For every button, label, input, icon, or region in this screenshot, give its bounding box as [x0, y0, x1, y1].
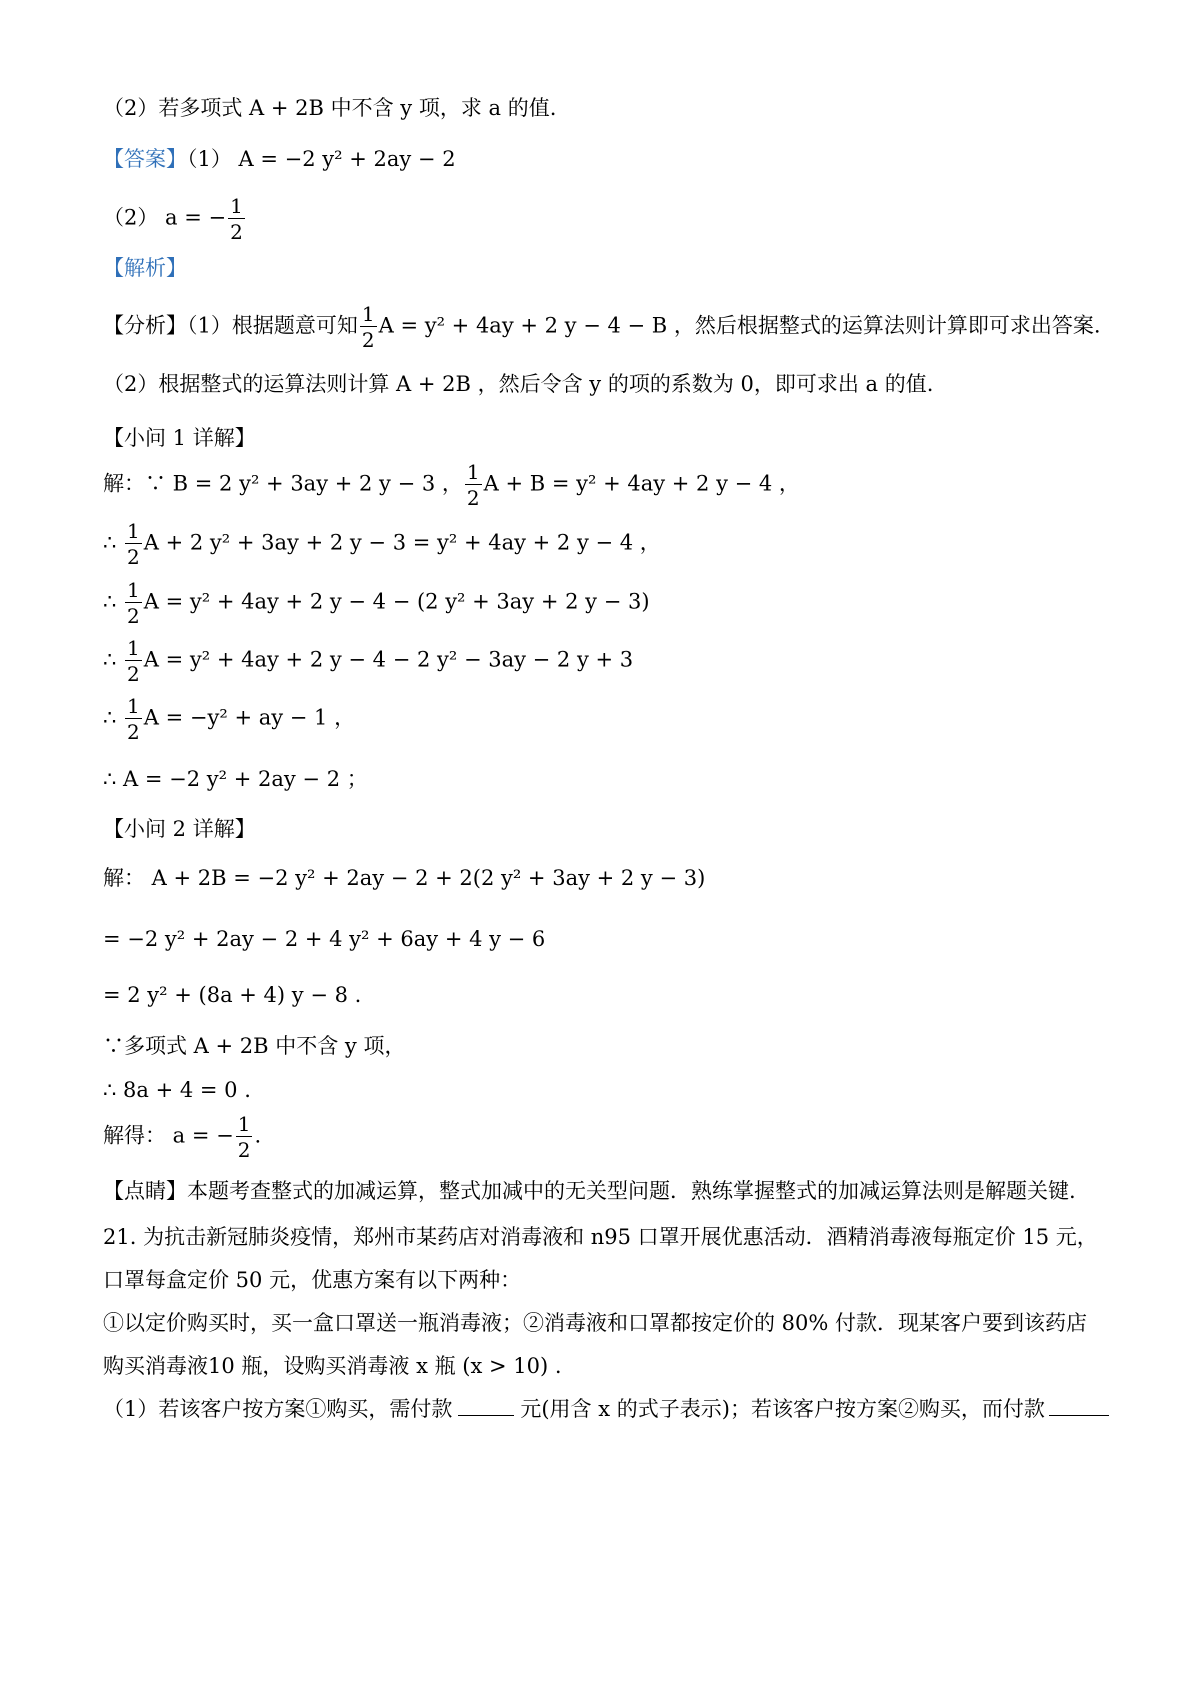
fraction-half: $\frac{1}{2}$ [127, 636, 140, 686]
problem-21-line-1: 21. 为抗击新冠肺炎疫情，郑州市某药店对消毒液和 n95 口罩开展优惠活动．酒精消毒液每瓶定价 15 元， [103, 1225, 1098, 1249]
analysis-tag: 【解析】 [103, 256, 187, 280]
solution-1-step-3: ∴ $\frac{1}{2}$ A = y² + 4ay + 2 y − 4 − (2 y² + 3ay + 2 y − 3) [103, 578, 650, 628]
fraction-half: $\frac{1}{2}$ [127, 578, 140, 628]
solution-1-step-5: ∴ $\frac{1}{2}$ A = −y² + ay − 1 ， [103, 694, 356, 744]
answer-blank [458, 1395, 514, 1416]
problem-21-part-1 [103, 1395, 1109, 1423]
solution-1-step-2: ∴ $\frac{1}{2}$ A + 2 y² + 3ay + 2 y − 3 = y² + 4ay + 2 y − 4 ， [103, 519, 661, 569]
sub-question-1-heading: 【小问 1 详解】 [103, 426, 256, 450]
analysis-line-2: （2）根据整式的运算法则计算 A + 2B ，然后令含 y 的项的系数为 0，即可求出 a 的值. [103, 372, 934, 396]
solution-2-step-5: ∴ 8a + 4 = 0 . [103, 1078, 251, 1102]
remark-tag: 【点睛】 [103, 1179, 187, 1203]
fraction-half: $\frac{1}{2}$ [237, 1112, 251, 1162]
analysis-1-prefix: 【分析】（1）根据题意可知 [103, 313, 358, 338]
sub-question-2-heading: 【小问 2 详解】 [103, 817, 256, 841]
fraction-half: $\frac{1}{2}$ [127, 519, 140, 569]
answer-line-2 [103, 196, 247, 242]
analysis-line-1 [103, 304, 1101, 350]
remark-line [103, 1177, 1076, 1205]
part-1-middle: 元(用含 x 的式子表示)；若该客户按方案②购买，而付款 [520, 1397, 1045, 1421]
problem-21-line-2: 口罩每盒定价 50 元，优惠方案有以下两种： [103, 1268, 522, 1292]
fraction-half: $\frac{1}{2}$ [127, 694, 140, 744]
answer-2-text: （2） a = − [103, 205, 227, 230]
solution-2-step-2: = −2 y² + 2ay − 2 + 4 y² + 6ay + 4 y − 6 [103, 927, 546, 951]
solution-2-step-3: = 2 y² + (8a + 4) y − 8 . [103, 983, 362, 1007]
step-5-text: A = −y² + ay − 1 ， [143, 705, 356, 730]
problem-21-line-4: 购买消毒液10 瓶，设购买消毒液 x 瓶 (x > 10) . [103, 1354, 562, 1378]
remark-text: 本题考查整式的加减运算，整式加减中的无关型问题．熟练掌握整式的加减运算法则是解题关键. [187, 1179, 1076, 1203]
answer-blank [1049, 1395, 1109, 1416]
result-prefix: 解得： a = − [103, 1123, 234, 1148]
step-2-text: A + 2 y² + 3ay + 2 y − 3 = y² + 4ay + 2 y − 4 ， [143, 530, 661, 555]
solution-2-step-1: 解： A + 2B = −2 y² + 2ay − 2 + 2(2 y² + 3ay + 2 y − 3) [103, 866, 706, 890]
fraction-half: $\frac{1}{2}$ [361, 302, 375, 352]
fraction-half: $\frac{1}{2}$ [230, 194, 243, 244]
part-1-prefix: （1）若该客户按方案①购买，需付款 [103, 1397, 453, 1421]
step-1-suffix: A + B = y² + 4ay + 2 y − 4 ， [483, 471, 800, 496]
question-part-2: （2）若多项式 A + 2B 中不含 y 项，求 a 的值. [103, 96, 557, 120]
answer-line-1 [103, 145, 456, 173]
solution-1-step-4: ∴ $\frac{1}{2}$ A = y² + 4ay + 2 y − 4 − 2 y² − 3ay − 2 y + 3 [103, 636, 634, 686]
step-3-text: A = y² + 4ay + 2 y − 4 − (2 y² + 3ay + 2 y − 3) [143, 589, 650, 614]
solution-1-step-1 [103, 462, 800, 508]
analysis-1-suffix: A = y² + 4ay + 2 y − 4 − B ，然后根据整式的运算法则计算即可求出答案. [378, 313, 1101, 338]
step-1-prefix: 解：∵ B = 2 y² + 3ay + 2 y − 3 ， [103, 471, 463, 496]
problem-21-line-3: ①以定价购买时，买一盒口罩送一瓶消毒液；②消毒液和口罩都按定价的 80% 付款．现某客户要到该药店 [103, 1311, 1088, 1335]
solution-1-result: ∴ A = −2 y² + 2ay − 2 ； [103, 767, 368, 791]
fraction-half: $\frac{1}{2}$ [466, 460, 480, 510]
solution-2-result: 解得： a = − $\frac{1}{2}$ . [103, 1112, 262, 1162]
step-4-text: A = y² + 4ay + 2 y − 4 − 2 y² − 3ay − 2 y + 3 [143, 647, 634, 672]
solution-2-step-4: ∵多项式 A + 2B 中不含 y 项， [103, 1034, 406, 1058]
answer-tag: 【答案】 [103, 147, 187, 171]
answer-1-text: （1） A = −2 y² + 2ay − 2 [187, 147, 456, 171]
